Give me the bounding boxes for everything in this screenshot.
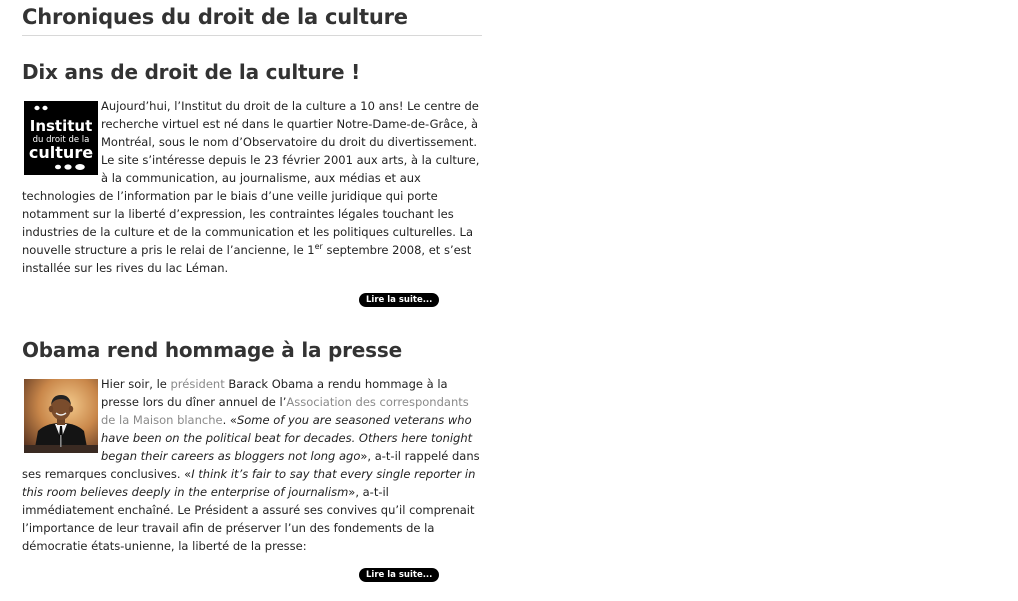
text-segment: », a-t-il rappelé dans ses remarques conclusives. « [22, 449, 480, 481]
article-obama [22, 338, 482, 555]
article-title-text[interactable]: Obama rend hommage à la presse [22, 338, 402, 362]
article-title-text[interactable]: Dix ans de droit de la culture ! [22, 60, 361, 84]
logo-line-1: Institut [29, 117, 93, 135]
superscript: er [314, 242, 323, 252]
article-title[interactable] [22, 60, 482, 84]
logo-line-3: culture [28, 143, 94, 162]
site-title: Chroniques du droit de la culture [22, 0, 482, 36]
logo-line-2: du droit de la [32, 135, 90, 145]
article-dix-ans [22, 60, 482, 277]
article-title[interactable] [22, 338, 482, 362]
article-body [22, 97, 482, 277]
obama-photo-thumbnail[interactable] [24, 379, 98, 453]
text-segment: Hier soir, le [101, 377, 171, 391]
read-more-button[interactable]: Lire la suite... [359, 568, 439, 582]
article-body [22, 375, 482, 555]
quote-veterans: Some of you are seasoned veterans who have been on the political beat for decades. Others here tonight began their careers as bloggers not long ago [101, 413, 473, 463]
institut-logo-thumbnail[interactable] [24, 101, 98, 175]
text-segment: . « [222, 413, 237, 427]
text-segment: Barack Obama a rendu hommage à la presse lors du dîner annuel de l’ [101, 377, 448, 409]
article-text-part-2: septembre 2008, et s’est installée sur les rives du lac Léman. [22, 243, 472, 275]
link-president[interactable]: président [170, 377, 225, 391]
read-more-button[interactable]: Lire la suite... [359, 293, 439, 307]
obama-portrait-icon [24, 379, 98, 453]
main-column [22, 0, 482, 580]
text-segment: », a-t-il immédiatement enchaîné. Le Président a assuré ses convives qu’il comprenait l’importance de leur travail afin de préserver l’un des fondements de la démocratie états-unienne, la liberté de la presse: [22, 485, 475, 553]
institut-logo-icon [24, 101, 98, 175]
link-association-correspondants[interactable]: Association des correspondants de la Maison blanche [101, 395, 469, 427]
quote-journalism: I think it’s fair to say that every single reporter in this room believes deeply in the enterprise of journalism [22, 467, 476, 499]
article-text-part-1: Aujourd’hui, l’Institut du droit de la culture a 10 ans! Le centre de recherche virtuel est né dans le quartier Notre-Dame-de-Grâce, à Montréal, sous le nom d’Observatoire du droit du divertissement. Le site s’intéresse depuis le 23 février 2001 aux arts, à la culture, à la communication, au journalisme, aux médias et aux technologies de l’information par le biais d’une veille juridique qui porte notamment sur la liberté d’expression, les contraintes légales touchant les industries de la culture et de la communication et les politiques culturelles. La nouvelle structure a pris le relai de l’ancienne, le 1 [22, 99, 480, 257]
